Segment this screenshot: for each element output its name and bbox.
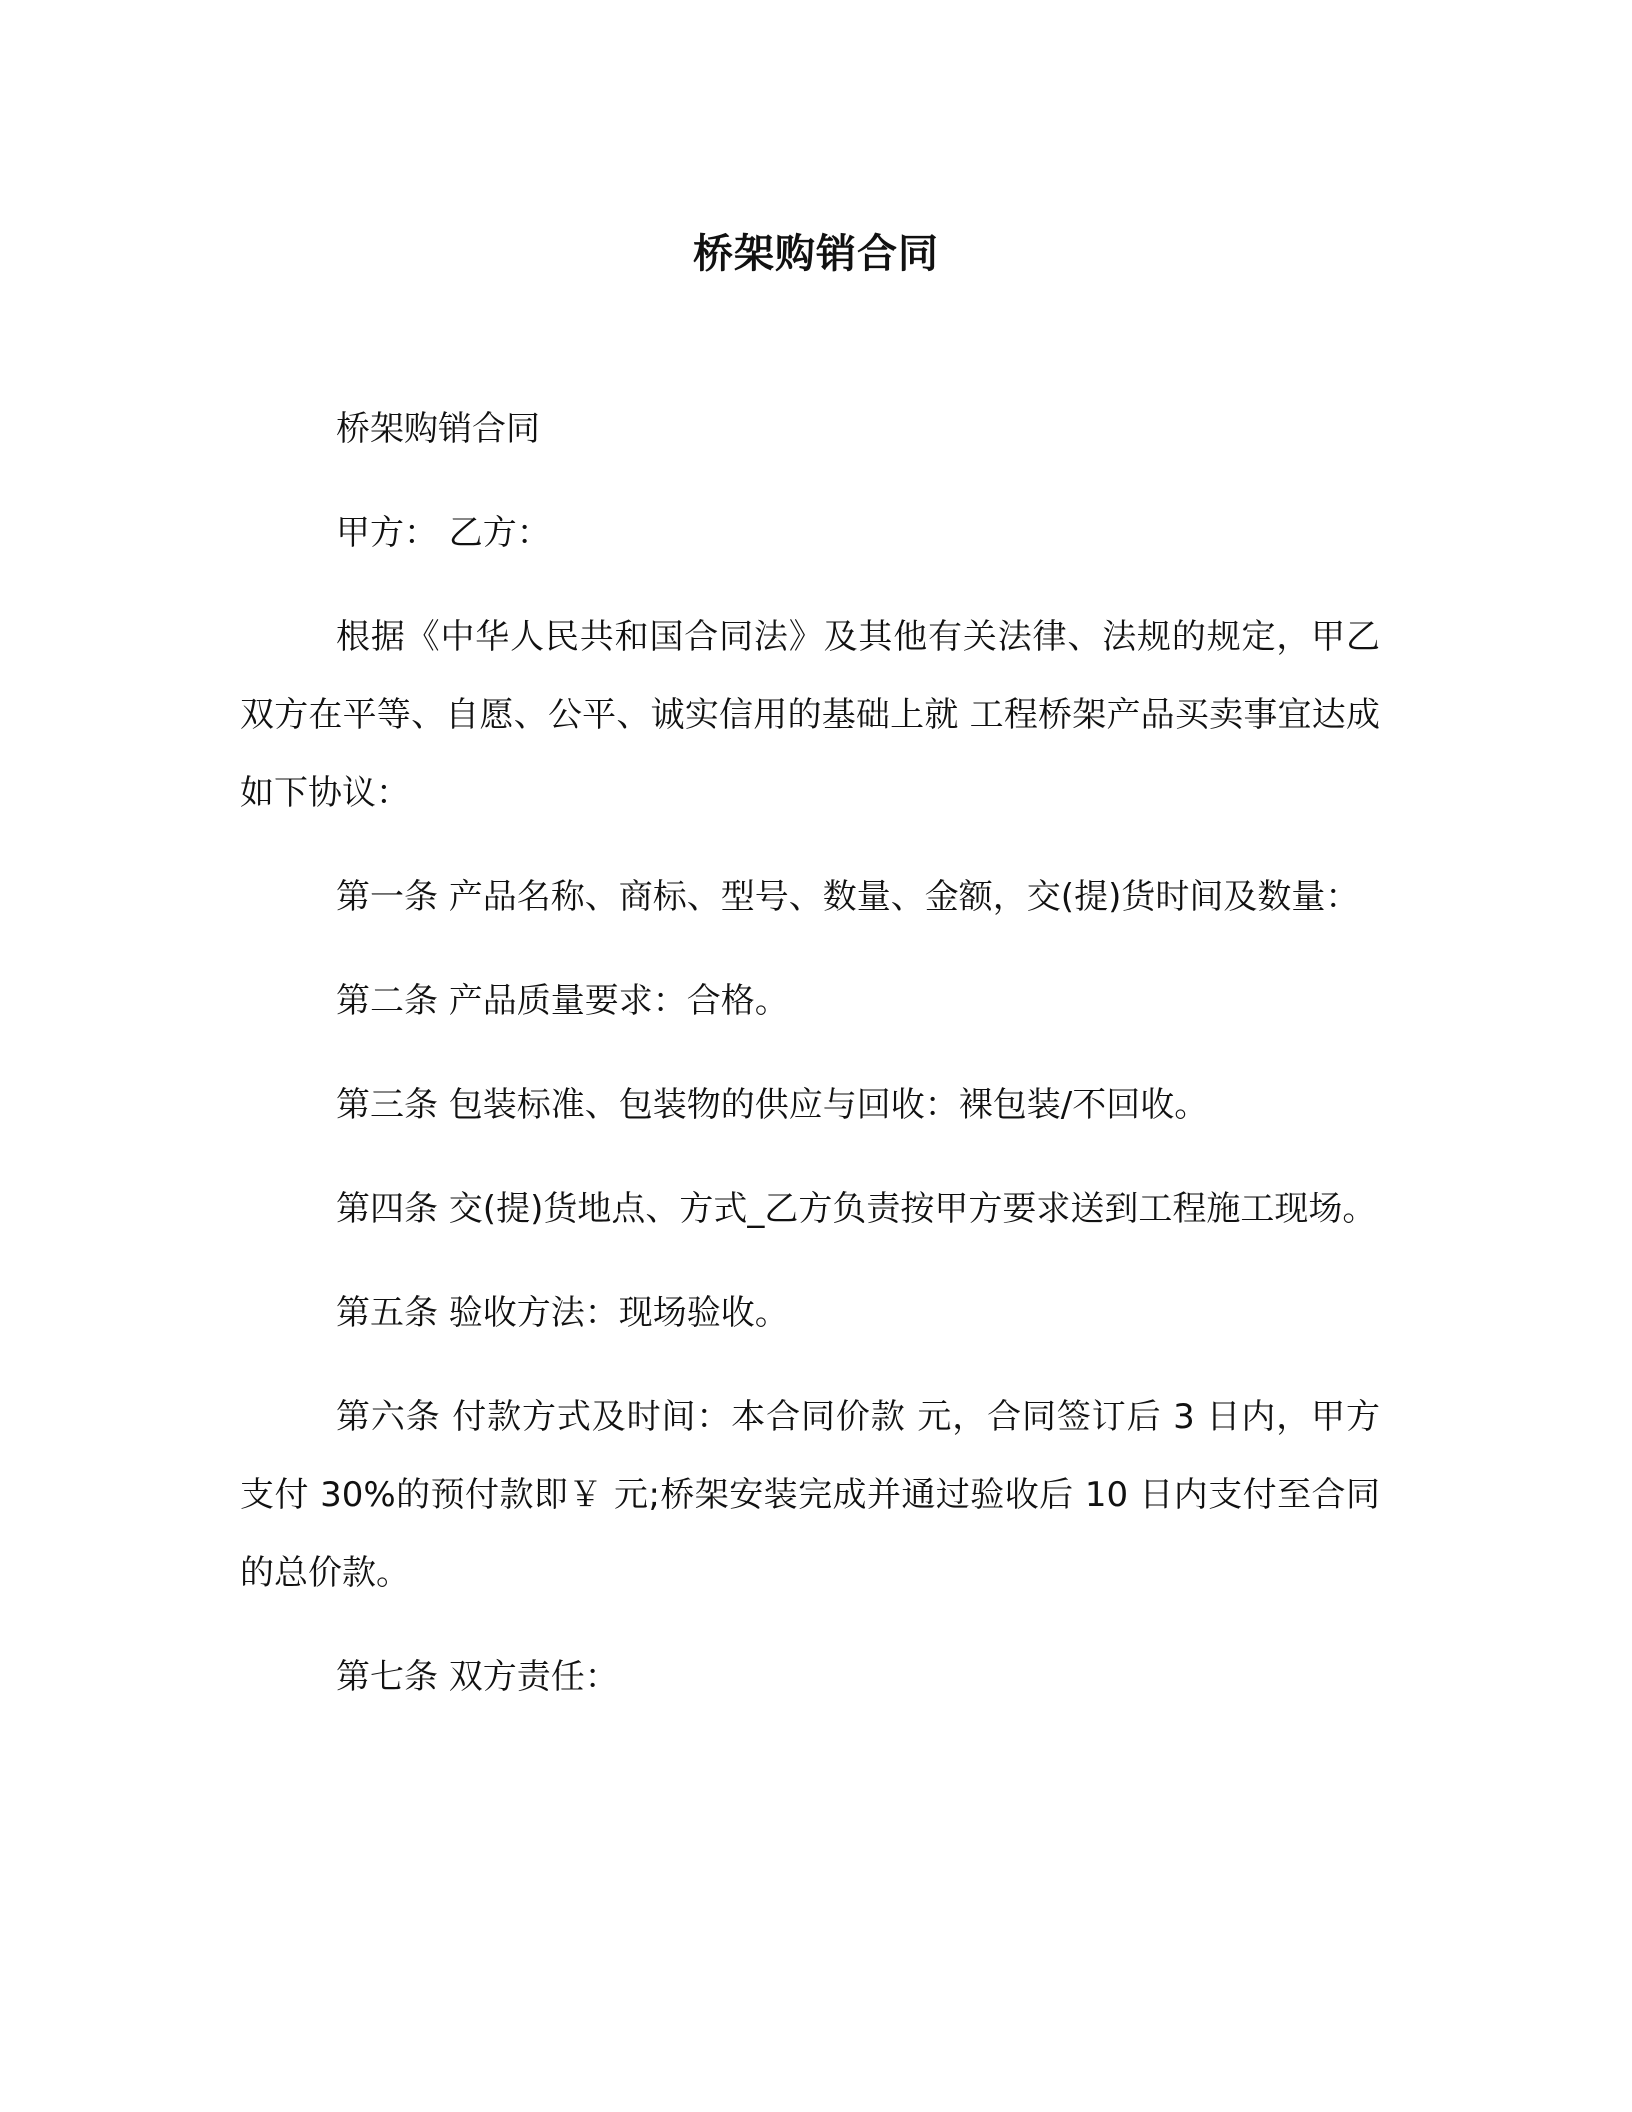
paragraph-preamble: 根据《中华人民共和国合同法》及其他有关法律、法规的规定，甲乙双方在平等、自愿、公平、诚实信用的基础上就 工程桥架产品买卖事宜达成如下协议： bbox=[240, 617, 1380, 813]
article-1: 第一条 产品名称、商标、型号、数量、金额，交(提)货时间及数量： bbox=[336, 877, 1360, 917]
paragraph-parties: 甲方： 乙方： bbox=[336, 513, 551, 553]
article-2: 第二条 产品质量要求：合格。 bbox=[336, 981, 789, 1021]
article-6: 第六条 付款方式及时间：本合同价款 元，合同签订后 3 日内，甲方支付 30%的预付款即￥ 元;桥架安装完成并通过验收后 10 日内支付至合同的总价款。 bbox=[240, 1397, 1380, 1593]
article-4: 第四条 交(提)货地点、方式_乙方负责按甲方要求送到工程施工现场。 bbox=[336, 1189, 1377, 1229]
article-7: 第七条 双方责任： bbox=[336, 1657, 619, 1697]
document-body bbox=[240, 390, 1380, 1742]
article-5: 第五条 验收方法：现场验收。 bbox=[336, 1293, 789, 1333]
paragraph-heading: 桥架购销合同 bbox=[336, 409, 540, 449]
document-title: 桥架购销合同 bbox=[693, 231, 939, 277]
article-3: 第三条 包装标准、包装物的供应与回收：裸包装/不回收。 bbox=[336, 1085, 1209, 1125]
